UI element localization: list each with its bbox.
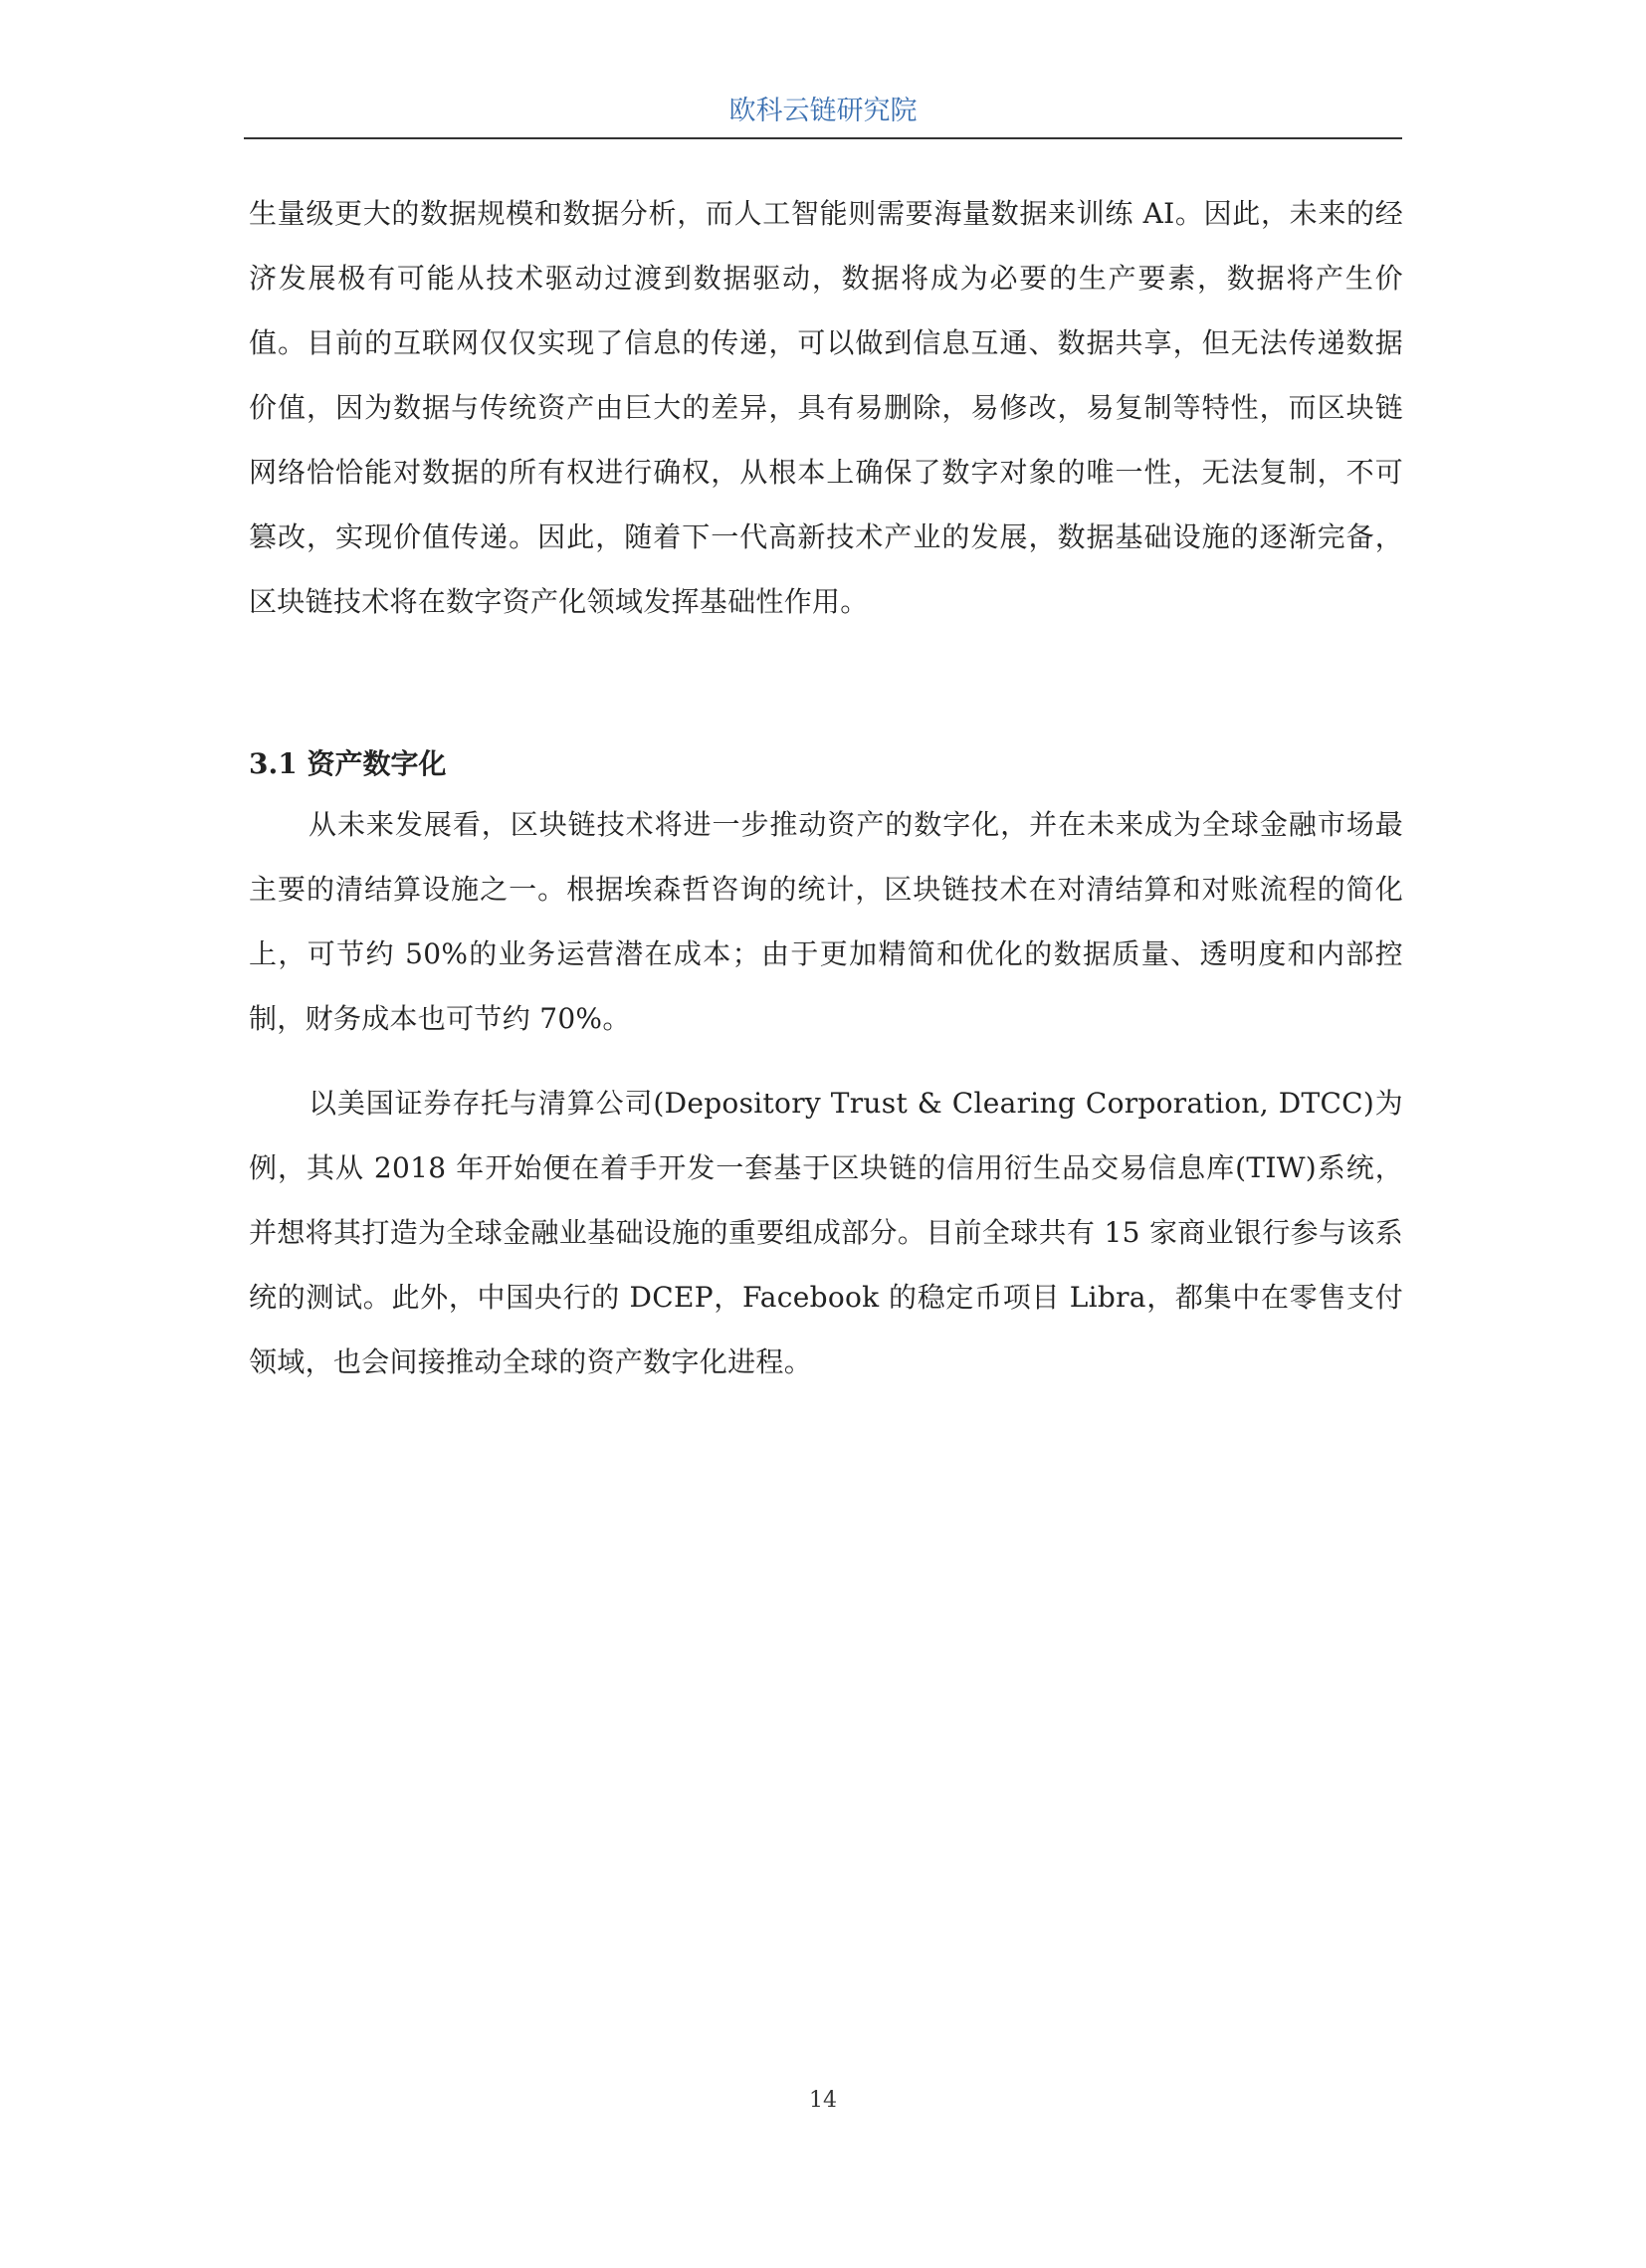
page-number: 14 [809,2088,837,2113]
section-paragraph-block-2 [249,1071,1403,1394]
header-title: 欧科云链研究院 [728,96,918,126]
section-heading: 3.1 资产数字化 [249,747,447,780]
intro-block [249,181,1403,634]
intro-paragraph: 生量级更大的数据规模和数据分析，而人工智能则需要海量数据来训练 AI。因此，未来的经济发展极有可能从技术驱动过渡到数据驱动，数据将成为必要的生产要素，数据将产生价值。目前的互联网仅仅实现了信息的传递，可以做到信息互通、数据共享，但无法传递数据价值，因为数据与传统资产由巨大的差异，具有易删除，易修改，易复制等特性，而区块链网络恰恰能对数据的所有权进行确权，从根本上确保了数字对象的唯一性，无法复制，不可篡改，实现价值传递。因此，随着下一代高新技术产业的发展，数据基础设施的逐渐完备，区块链技术将在数字资产化领域发挥基础性作用。 [249,197,1403,618]
section-paragraph-2: 以美国证券存托与清算公司(Depository Trust & Clearing Corporation, DTCC)为例，其从 2018 年开始便在着手开发一套基于区块链的信用衍生品交易信息库(TIW)系统，并想将其打造为全球金融业基础设施的重要组成部分。目前全球共有 15 家商业银行参与该系统的测试。此外，中国央行的 DCEP，Facebook 的稳定币项目 Libra，都集中在零售支付领域，也会间接推动全球的资产数字化进程。 [249,1087,1403,1378]
section-paragraph-1: 从未来发展看，区块链技术将进一步推动资产的数字化，并在未来成为全球金融市场最主要的清结算设施之一。根据埃森哲咨询的统计，区块链技术在对清结算和对账流程的简化上，可节约 50%的业务运营潜在成本；由于更加精简和优化的数据质量、透明度和内部控制，财务成本也可节约 70%。 [249,808,1403,1035]
header-divider [244,137,1402,139]
section-paragraph-block-1 [249,792,1403,1051]
